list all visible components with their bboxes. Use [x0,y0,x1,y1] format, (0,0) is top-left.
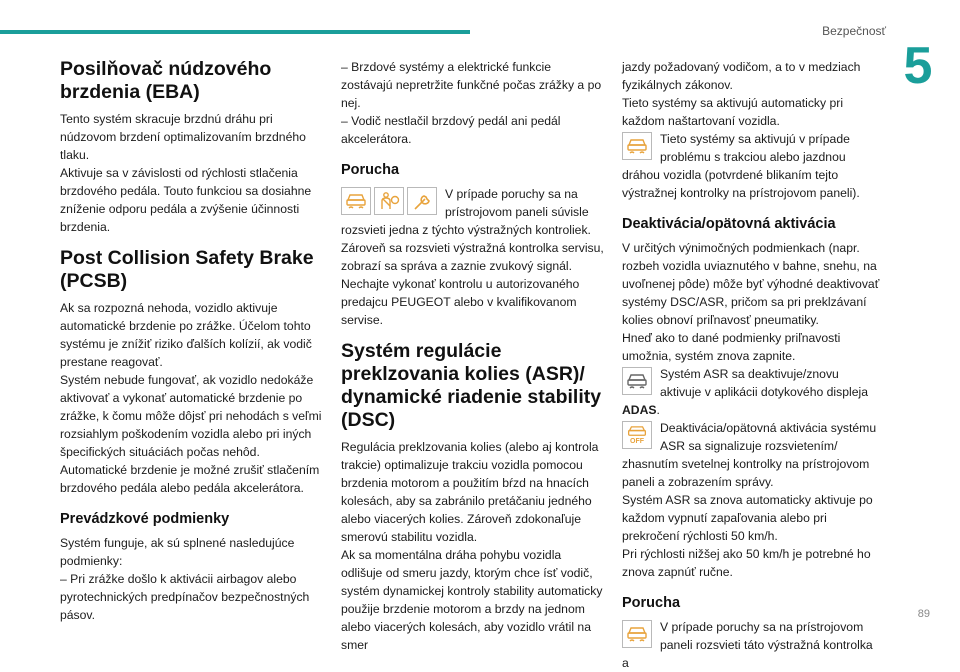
heading-pcsb: Post Collision Safety Brake (PCSB) [60,247,314,292]
header-accent-bar [0,30,470,34]
section-title: Bezpečnosť [822,24,886,38]
icon-group-2 [622,367,652,395]
warning-icons-group [341,187,437,215]
paragraph-pcsb-continued: – Brzdové systémy a elektrické funkcie zostávajú nepretržite funkčné počas zrážky a po nej. – Vodič nestlačil brzdový pedál ani pedál akcelerátora. [341,60,602,146]
paragraph-deactivation: V určitých výnimočných podmienkach (napr. rozbeh vozidla uviaznutého v bahne, snehu, na uvoľnenej pôde) môže byť výhodné deaktivovať systémy DSC/ASR, pričom sa pri preklzávaní kolies obnoví priľnavosť pneumatiky. Hneď ako to dané podmienky priľnavosti umožnia, systém znova zapnite. [622,241,880,363]
off-label: OFF [630,437,644,445]
icon-group-3 [622,421,652,449]
heading-fault: Porucha [341,162,400,178]
adas-label: ADAS [622,403,657,417]
skid-car-warning-icon [622,132,652,160]
skid-car-warning-icon [622,620,652,648]
heading-asr-dsc: Systém regulácie preklzovania kolies (ASR)/ dynamické riadenie stability (DSC) [341,340,602,431]
heading-deactivation: Deaktivácia/opätovná aktivácia [622,216,836,232]
icon-group-4 [622,620,652,648]
paragraph-off-indicator: Deaktivácia/opätovná aktivácia systému ASR sa signalizuje rozsvietením/ zhasnutím svetelnej kontrolky na prístrojovom paneli a zobrazením správy. Systém ASR sa znova automaticky aktivuje po každom vypnutí zapaľovania alebo pri prekročení rýchlosti 50 km/h. Pri rýchlosti nižšej ako 50 km/h je potrebné ho znova zapnúť ručne. [622,421,877,579]
page-number: 89 [917,608,930,620]
service-wrench-icon [407,187,437,215]
skid-car-icon [622,367,652,395]
paragraph-asr-dsc: Regulácia preklzovania kolies (alebo aj kontrola trakcie) optimalizuje trakciu vozidla pomocou brzdenia motorom a použitím bŕzd na hnacích kolesách, aby sa zabránilo pretáčaniu jedného alebo viacerých kolies. Zároveň zdokonaľuje smerovú stabilitu vozidla. Ak sa momentálna dráha pohybu vozidla odlišuje od smeru jazdy, ktorým chce ísť vodič, systém dynamickej kontroly stability automaticky použije brzdenie motorom a brzdy na jednom alebo viacerých kolesách, aby vozidlo vrátil na smer [341,440,603,652]
paragraph-fault-asr: V prípade poruchy sa na prístrojovom paneli rozsvieti táto výstražná kontrolka a [622,620,873,670]
skid-car-off-icon [622,421,652,449]
heading-conditions: Prevádzkové podmienky [60,511,230,527]
chapter-number: 5 [903,37,933,95]
column-2 [341,58,605,654]
paragraph-fault: V prípade poruchy sa na prístrojovom paneli súvisle rozsvieti jedna z týchto výstražných kontroliek. Zároveň sa rozsvieti výstražná kontrolka servisu, zobrazí sa správa a zaznie zvukový signál. Nechajte vykonať kontrolu u autorizovaného predajcu PEUGEOT alebo v kvalifikovanom servise. [341,187,604,327]
paragraph-eba: Tento systém skracuje brzdnú dráhu pri núdzovom brzdení optimalizovaním brzdného tlaku. Aktivuje sa v závislosti od rýchlosti stlačenia brzdového pedála. Touto funkciou sa dosiahne zníženie odporu pedála a zvýšenie účinnosti brzdenia. [60,112,312,234]
paragraph-pcsb: Ak sa rozpozná nehoda, vozidlo aktivuje automatické brzdenie po zrážke. Účelom tohto systému je znížiť riziko ďalších kolízií, ak vodič prestane reagovať. Systém nebude fungovať, ak vozidlo nedokáže aktivovať a vykonať automatické brzdenie po zrážke, k čomu môže dôjsť pri nehodách s veľmi rozsiahlym poškodením vozidla alebo pri iných špecifických situáciách počas nehôd. Automatické brzdenie je možné zrušiť stlačením brzdového pedála alebo pedála akcelerátora. [60,301,322,495]
paragraph-asr-continued: jazdy požadovaný vodičom, a to v medziach fyzikálnych zákonov. Tieto systémy sa aktivujú automaticky pri každom naštartovaní vozidla. [622,60,861,128]
paragraph-conditions: Systém funguje, ak sú splnené nasledujúce podmienky: – Pri zrážke došlo k aktivácii airbagov alebo pyrotechnických predpínačov bezpečnostných pásov. [60,536,310,622]
column-3 [622,58,880,672]
seatbelt-airbag-warning-icon [374,187,404,215]
paragraph-touchscreen: Systém ASR sa deaktivuje/znovu aktivuje v aplikácii dotykového displeja ADAS. [622,367,868,417]
heading-fault-asr: Porucha [622,595,681,611]
skid-car-warning-icon [341,187,371,215]
heading-eba: Posilňovač núdzového brzdenia (EBA) [60,58,272,103]
paragraph-activation-warning: Tieto systémy sa aktivujú v prípade problému s trakciou alebo jazdnou dráhou vozidla (potvrdené blikaním tejto výstražnej kontrolky na prístrojovom paneli). [622,132,860,200]
column-1 [60,58,322,624]
icon-group-1 [622,132,652,160]
